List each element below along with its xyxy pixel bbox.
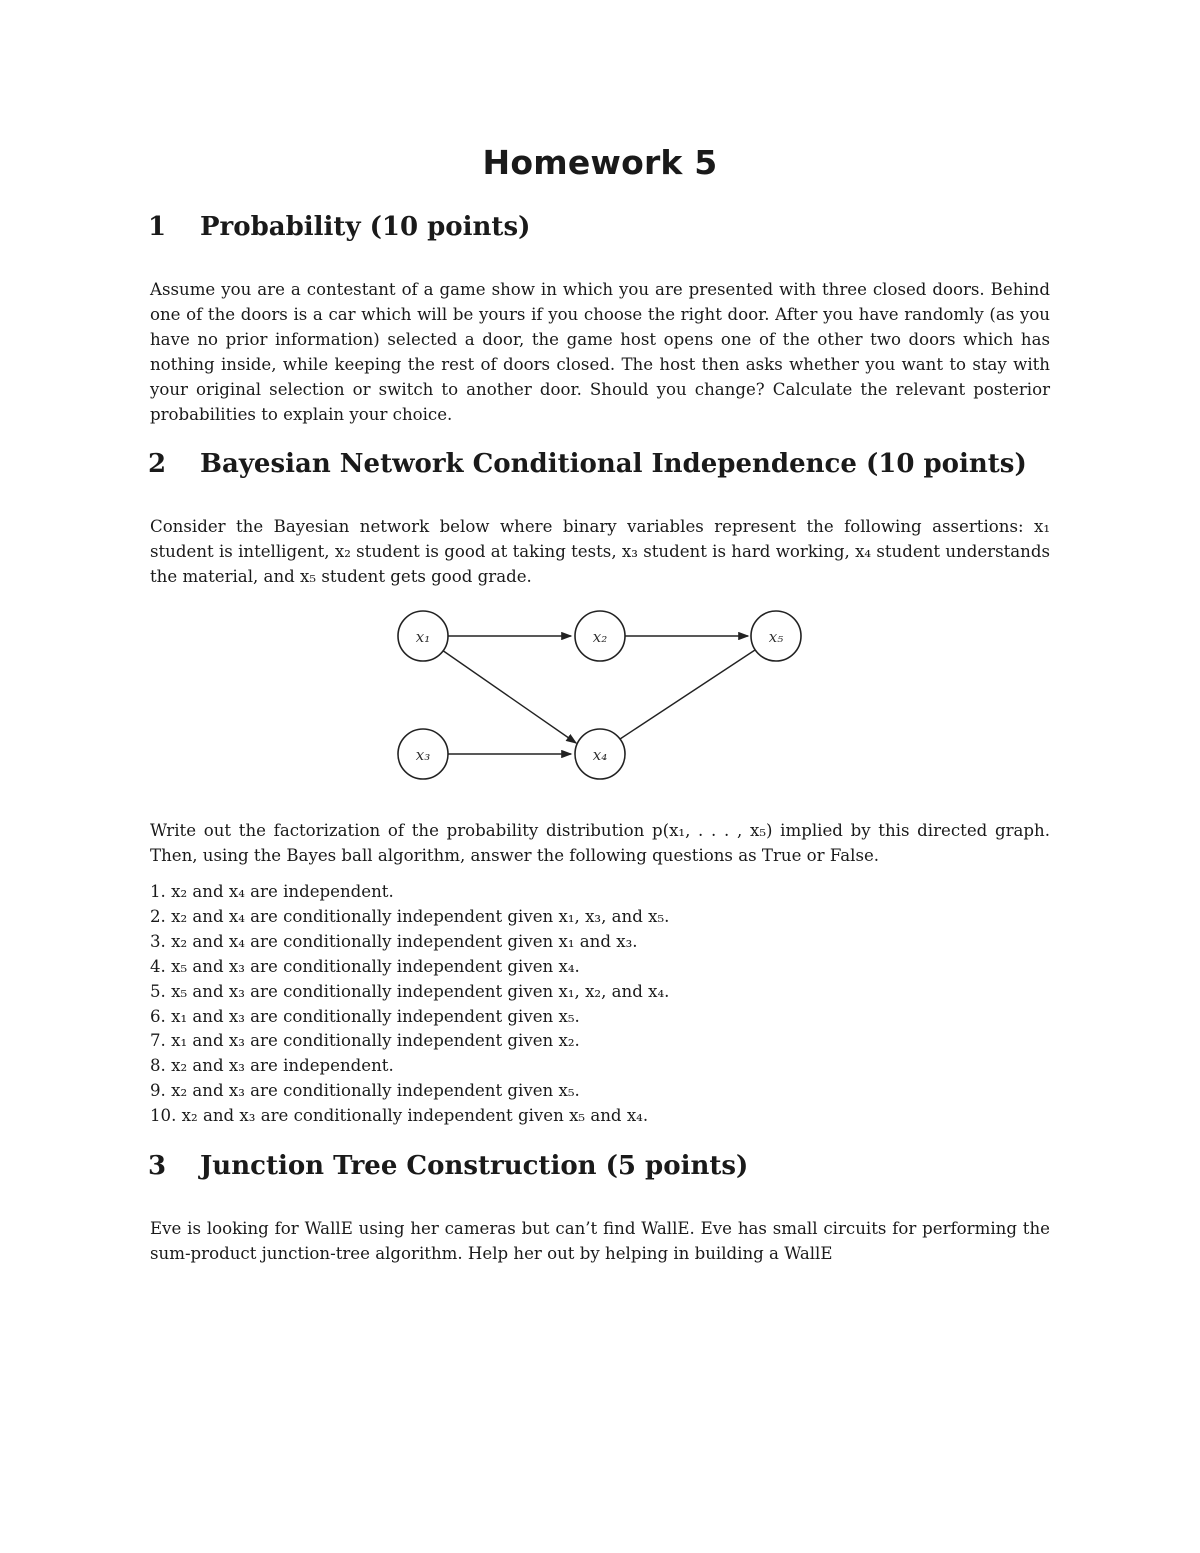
node-x2-label: x₂ (592, 628, 608, 646)
bayesian-network-diagram (380, 605, 820, 785)
node-x5 (751, 611, 801, 661)
section-1-title: Probability (10 points) (200, 212, 531, 242)
section-2-number: 2 (148, 449, 167, 479)
section-1-number: 1 (148, 212, 167, 242)
question-item: 3. x₂ and x₄ are conditionally independent given x₁ and x₃. (150, 931, 638, 951)
section-3-body: Eve is looking for WallE using her cameras but can’t find WallE. Eve has small circuits for performing the sum-product junction-tree algorithm. Help her out by helping in building a WallE (150, 1219, 1050, 1263)
edge-x1-x4 (442, 650, 576, 743)
question-item: 10. x₂ and x₃ are conditionally independent given x₅ and x₄. (150, 1106, 649, 1126)
node-x4 (575, 729, 625, 779)
question-item: 8. x₂ and x₃ are independent. (150, 1056, 394, 1076)
node-x1 (398, 611, 448, 661)
node-x2 (575, 611, 625, 661)
node-x3-label: x₃ (415, 746, 431, 764)
question-item: 6. x₁ and x₃ are conditionally independent given x₅. (150, 1006, 580, 1026)
section-2-intro: Consider the Bayesian network below where binary variables represent the following assertions: x₁ student is intelligent, x₂ student is good at taking tests, x₃ student is hard working, x₄ student understands the material, and x₅ student gets good grade. (150, 517, 1050, 586)
node-x3 (398, 729, 448, 779)
question-item: 7. x₁ and x₃ are conditionally independent given x₂. (150, 1031, 580, 1051)
section-3-heading (148, 1151, 748, 1181)
section-1-body: Assume you are a contestant of a game show in which you are presented with three closed doors. Behind one of the doors is a car which will be yours if you choose the right door. After you have randomly (as you have no prior information) selected a door, the game host opens one of the other two doors which has nothing inside, while keeping the rest of doors closed. The host then asks whether you want to stay with your original selection or switch to another door. Should you change? Calculate the relevant posterior probabilities to explain your choice. (150, 280, 1050, 424)
question-item: 1. x₂ and x₄ are independent. (150, 882, 394, 901)
section-2-title: Bayesian Network Conditional Independence (10 points) (200, 449, 1027, 479)
question-item: 2. x₂ and x₄ are conditionally independent given x₁, x₃, and x₅. (150, 906, 670, 926)
question-item: 4. x₅ and x₃ are conditionally independent given x₄. (150, 956, 580, 976)
section-2-instructions: Write out the factorization of the probability distribution p(x₁, . . . , x₅) implied by this directed graph. Then, using the Bayes ball algorithm, answer the following questions as True or False. (150, 821, 1050, 865)
section-3-title: Junction Tree Construction (5 points) (200, 1151, 749, 1181)
page-title: Homework 5 (482, 143, 718, 182)
section-3-number: 3 (148, 1151, 167, 1181)
node-x5-label: x₅ (768, 628, 784, 646)
section-1-heading (148, 212, 530, 242)
edge-x4-x5 (617, 650, 755, 741)
question-item: 9. x₂ and x₃ are conditionally independent given x₅. (150, 1081, 580, 1101)
section-2-heading (148, 449, 1027, 479)
question-item: 5. x₅ and x₃ are conditionally independent given x₁, x₂, and x₄. (150, 981, 670, 1001)
node-x1-label: x₁ (415, 628, 431, 646)
question-list (150, 880, 1050, 1129)
node-x4-label: x₄ (592, 746, 608, 764)
